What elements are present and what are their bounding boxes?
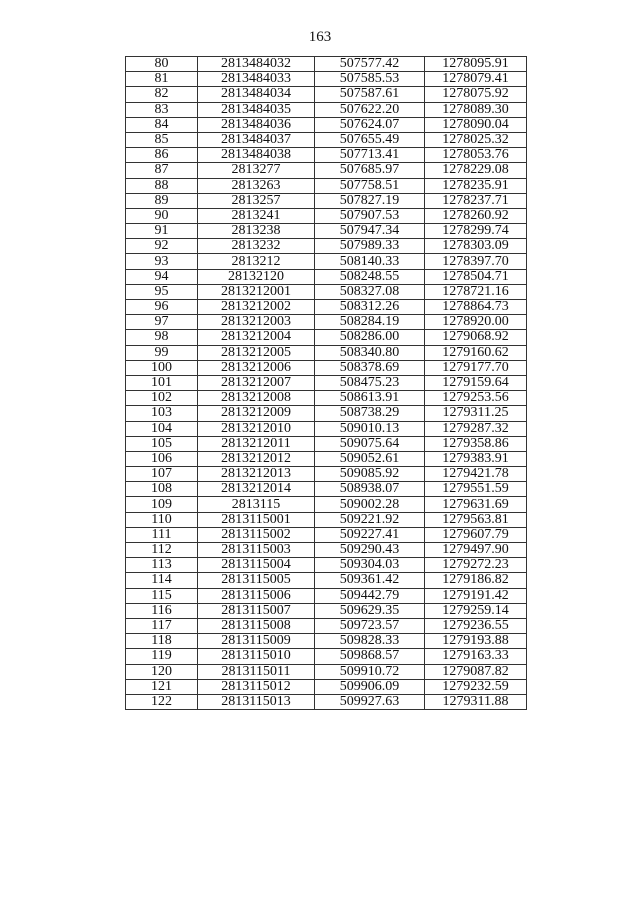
x-coordinate-cell: 508475.23 [315,375,425,390]
row-number-cell: 102 [126,391,198,406]
x-coordinate-cell: 507587.61 [315,87,425,102]
y-coordinate-cell: 1279287.32 [425,421,527,436]
x-coordinate-cell: 508738.29 [315,406,425,421]
y-coordinate-cell: 1278075.92 [425,87,527,102]
y-coordinate-cell: 1279253.56 [425,391,527,406]
y-coordinate-cell: 1279177.70 [425,360,527,375]
page-number: 163 [308,29,332,45]
row-number-cell: 84 [126,117,198,132]
table-row [126,315,527,330]
y-coordinate-cell: 1279193.88 [425,634,527,649]
point-id-cell: 2813263 [198,178,315,193]
x-coordinate-cell: 509906.09 [315,679,425,694]
x-coordinate-cell: 507947.34 [315,224,425,239]
row-number-cell: 122 [126,694,198,709]
table-row [126,497,527,512]
point-id-cell: 2813212013 [198,467,315,482]
table-row [126,649,527,664]
point-id-cell: 2813115004 [198,558,315,573]
row-number-cell: 95 [126,284,198,299]
point-id-cell: 2813484037 [198,132,315,147]
row-number-cell: 103 [126,406,198,421]
point-id-cell: 2813212009 [198,406,315,421]
x-coordinate-cell: 509290.43 [315,543,425,558]
table-row [126,436,527,451]
table-row [126,148,527,163]
y-coordinate-cell: 1278260.92 [425,208,527,223]
point-id-cell: 2813212003 [198,315,315,330]
point-id-cell: 2813115003 [198,543,315,558]
x-coordinate-cell: 508327.08 [315,284,425,299]
x-coordinate-cell: 507989.33 [315,239,425,254]
point-id-cell: 2813212008 [198,391,315,406]
x-coordinate-cell: 509723.57 [315,618,425,633]
x-coordinate-cell: 508378.69 [315,360,425,375]
row-number-cell: 119 [126,649,198,664]
point-id-cell: 2813115008 [198,618,315,633]
point-id-cell: 2813212004 [198,330,315,345]
point-id-cell: 2813115006 [198,588,315,603]
point-id-cell: 2813212002 [198,300,315,315]
y-coordinate-cell: 1278920.00 [425,315,527,330]
y-coordinate-cell: 1278864.73 [425,300,527,315]
y-coordinate-cell: 1279421.78 [425,467,527,482]
table-row [126,664,527,679]
row-number-cell: 110 [126,512,198,527]
table-row [126,527,527,542]
table-row [126,87,527,102]
y-coordinate-cell: 1278095.91 [425,57,527,72]
y-coordinate-cell: 1279191.42 [425,588,527,603]
point-id-cell: 2813484034 [198,87,315,102]
x-coordinate-cell: 507827.19 [315,193,425,208]
row-number-cell: 99 [126,345,198,360]
row-number-cell: 112 [126,543,198,558]
point-id-cell: 2813484032 [198,57,315,72]
y-coordinate-cell: 1279551.59 [425,482,527,497]
table-row [126,421,527,436]
point-id-cell: 2813212007 [198,375,315,390]
y-coordinate-cell: 1278235.91 [425,178,527,193]
x-coordinate-cell: 509002.28 [315,497,425,512]
y-coordinate-cell: 1278053.76 [425,148,527,163]
y-coordinate-cell: 1279087.82 [425,664,527,679]
table-row [126,618,527,633]
x-coordinate-cell: 509227.41 [315,527,425,542]
y-coordinate-cell: 1279563.81 [425,512,527,527]
x-coordinate-cell: 508140.33 [315,254,425,269]
y-coordinate-cell: 1279272.23 [425,558,527,573]
x-coordinate-cell: 509910.72 [315,664,425,679]
point-id-cell: 2813484033 [198,72,315,87]
point-id-cell: 2813115001 [198,512,315,527]
row-number-cell: 86 [126,148,198,163]
point-id-cell: 2813241 [198,208,315,223]
x-coordinate-cell: 509085.92 [315,467,425,482]
row-number-cell: 90 [126,208,198,223]
table-row [126,224,527,239]
x-coordinate-cell: 508284.19 [315,315,425,330]
table-row [126,451,527,466]
table-row [126,375,527,390]
point-id-cell: 2813212011 [198,436,315,451]
table-row [126,102,527,117]
point-id-cell: 2813115002 [198,527,315,542]
point-id-cell: 2813115012 [198,679,315,694]
y-coordinate-cell: 1279186.82 [425,573,527,588]
point-id-cell: 2813212010 [198,421,315,436]
table-row [126,634,527,649]
table-row [126,178,527,193]
x-coordinate-cell: 507624.07 [315,117,425,132]
x-coordinate-cell: 508286.00 [315,330,425,345]
table-row [126,300,527,315]
x-coordinate-cell: 507713.41 [315,148,425,163]
row-number-cell: 116 [126,603,198,618]
y-coordinate-cell: 1279236.55 [425,618,527,633]
y-coordinate-cell: 1278397.70 [425,254,527,269]
table-row [126,558,527,573]
table-row [126,543,527,558]
table-row [126,603,527,618]
row-number-cell: 105 [126,436,198,451]
x-coordinate-cell: 509828.33 [315,634,425,649]
row-number-cell: 89 [126,193,198,208]
row-number-cell: 117 [126,618,198,633]
x-coordinate-cell: 507655.49 [315,132,425,147]
y-coordinate-cell: 1279311.88 [425,694,527,709]
point-id-cell: 2813484036 [198,117,315,132]
y-coordinate-cell: 1279163.33 [425,649,527,664]
y-coordinate-cell: 1279497.90 [425,543,527,558]
table-row [126,391,527,406]
point-id-cell: 2813115005 [198,573,315,588]
point-id-cell: 2813238 [198,224,315,239]
x-coordinate-cell: 509868.57 [315,649,425,664]
point-id-cell: 2813115007 [198,603,315,618]
y-coordinate-cell: 1278079.41 [425,72,527,87]
y-coordinate-cell: 1279383.91 [425,451,527,466]
x-coordinate-cell: 508938.07 [315,482,425,497]
row-number-cell: 107 [126,467,198,482]
table-row [126,679,527,694]
row-number-cell: 80 [126,57,198,72]
x-coordinate-cell: 509927.63 [315,694,425,709]
row-number-cell: 87 [126,163,198,178]
x-coordinate-cell: 509629.35 [315,603,425,618]
point-id-cell: 2813484035 [198,102,315,117]
point-id-cell: 2813212005 [198,345,315,360]
table-row [126,269,527,284]
row-number-cell: 106 [126,451,198,466]
x-coordinate-cell: 507585.53 [315,72,425,87]
table-row [126,694,527,709]
row-number-cell: 113 [126,558,198,573]
x-coordinate-cell: 507622.20 [315,102,425,117]
x-coordinate-cell: 507577.42 [315,57,425,72]
y-coordinate-cell: 1279068.92 [425,330,527,345]
table-row [126,406,527,421]
table-row [126,512,527,527]
row-number-cell: 104 [126,421,198,436]
y-coordinate-cell: 1279311.25 [425,406,527,421]
y-coordinate-cell: 1279631.69 [425,497,527,512]
row-number-cell: 120 [126,664,198,679]
row-number-cell: 85 [126,132,198,147]
y-coordinate-cell: 1279232.59 [425,679,527,694]
x-coordinate-cell: 508248.55 [315,269,425,284]
x-coordinate-cell: 508312.26 [315,300,425,315]
y-coordinate-cell: 1278090.04 [425,117,527,132]
table-row [126,330,527,345]
table-row [126,254,527,269]
x-coordinate-cell: 509010.13 [315,421,425,436]
point-id-cell: 2813484038 [198,148,315,163]
y-coordinate-cell: 1279607.79 [425,527,527,542]
y-coordinate-cell: 1278229.08 [425,163,527,178]
row-number-cell: 101 [126,375,198,390]
table-row [126,573,527,588]
table-row [126,588,527,603]
table-row [126,467,527,482]
y-coordinate-cell: 1278089.30 [425,102,527,117]
point-id-cell: 2813257 [198,193,315,208]
row-number-cell: 94 [126,269,198,284]
point-id-cell: 2813212006 [198,360,315,375]
point-id-cell: 2813115013 [198,694,315,709]
row-number-cell: 118 [126,634,198,649]
point-id-cell: 2813232 [198,239,315,254]
coordinates-table [125,56,527,710]
y-coordinate-cell: 1278504.71 [425,269,527,284]
point-id-cell: 28132120 [198,269,315,284]
x-coordinate-cell: 509361.42 [315,573,425,588]
table-row [126,345,527,360]
x-coordinate-cell: 507758.51 [315,178,425,193]
row-number-cell: 82 [126,87,198,102]
row-number-cell: 121 [126,679,198,694]
y-coordinate-cell: 1278299.74 [425,224,527,239]
row-number-cell: 96 [126,300,198,315]
table-row [126,284,527,299]
table-row [126,482,527,497]
table-row [126,360,527,375]
row-number-cell: 93 [126,254,198,269]
table-row [126,57,527,72]
table-row [126,208,527,223]
x-coordinate-cell: 509304.03 [315,558,425,573]
point-id-cell: 2813115011 [198,664,315,679]
point-id-cell: 2813212012 [198,451,315,466]
y-coordinate-cell: 1279259.14 [425,603,527,618]
table-row [126,239,527,254]
x-coordinate-cell: 509052.61 [315,451,425,466]
row-number-cell: 114 [126,573,198,588]
y-coordinate-cell: 1278025.32 [425,132,527,147]
row-number-cell: 111 [126,527,198,542]
row-number-cell: 83 [126,102,198,117]
point-id-cell: 2813115010 [198,649,315,664]
table-row [126,117,527,132]
x-coordinate-cell: 509221.92 [315,512,425,527]
row-number-cell: 98 [126,330,198,345]
table-row [126,72,527,87]
x-coordinate-cell: 509442.79 [315,588,425,603]
table-row [126,132,527,147]
point-id-cell: 2813115 [198,497,315,512]
row-number-cell: 81 [126,72,198,87]
row-number-cell: 115 [126,588,198,603]
point-id-cell: 2813212 [198,254,315,269]
row-number-cell: 92 [126,239,198,254]
point-id-cell: 2813212014 [198,482,315,497]
y-coordinate-cell: 1279159.64 [425,375,527,390]
row-number-cell: 88 [126,178,198,193]
table-row [126,193,527,208]
x-coordinate-cell: 508613.91 [315,391,425,406]
point-id-cell: 2813115009 [198,634,315,649]
y-coordinate-cell: 1279358.86 [425,436,527,451]
y-coordinate-cell: 1279160.62 [425,345,527,360]
y-coordinate-cell: 1278303.09 [425,239,527,254]
x-coordinate-cell: 507685.97 [315,163,425,178]
table-row [126,163,527,178]
row-number-cell: 97 [126,315,198,330]
row-number-cell: 109 [126,497,198,512]
point-id-cell: 2813277 [198,163,315,178]
x-coordinate-cell: 509075.64 [315,436,425,451]
row-number-cell: 100 [126,360,198,375]
point-id-cell: 2813212001 [198,284,315,299]
row-number-cell: 91 [126,224,198,239]
y-coordinate-cell: 1278237.71 [425,193,527,208]
x-coordinate-cell: 508340.80 [315,345,425,360]
x-coordinate-cell: 507907.53 [315,208,425,223]
row-number-cell: 108 [126,482,198,497]
y-coordinate-cell: 1278721.16 [425,284,527,299]
coordinates-table-body [126,57,527,710]
